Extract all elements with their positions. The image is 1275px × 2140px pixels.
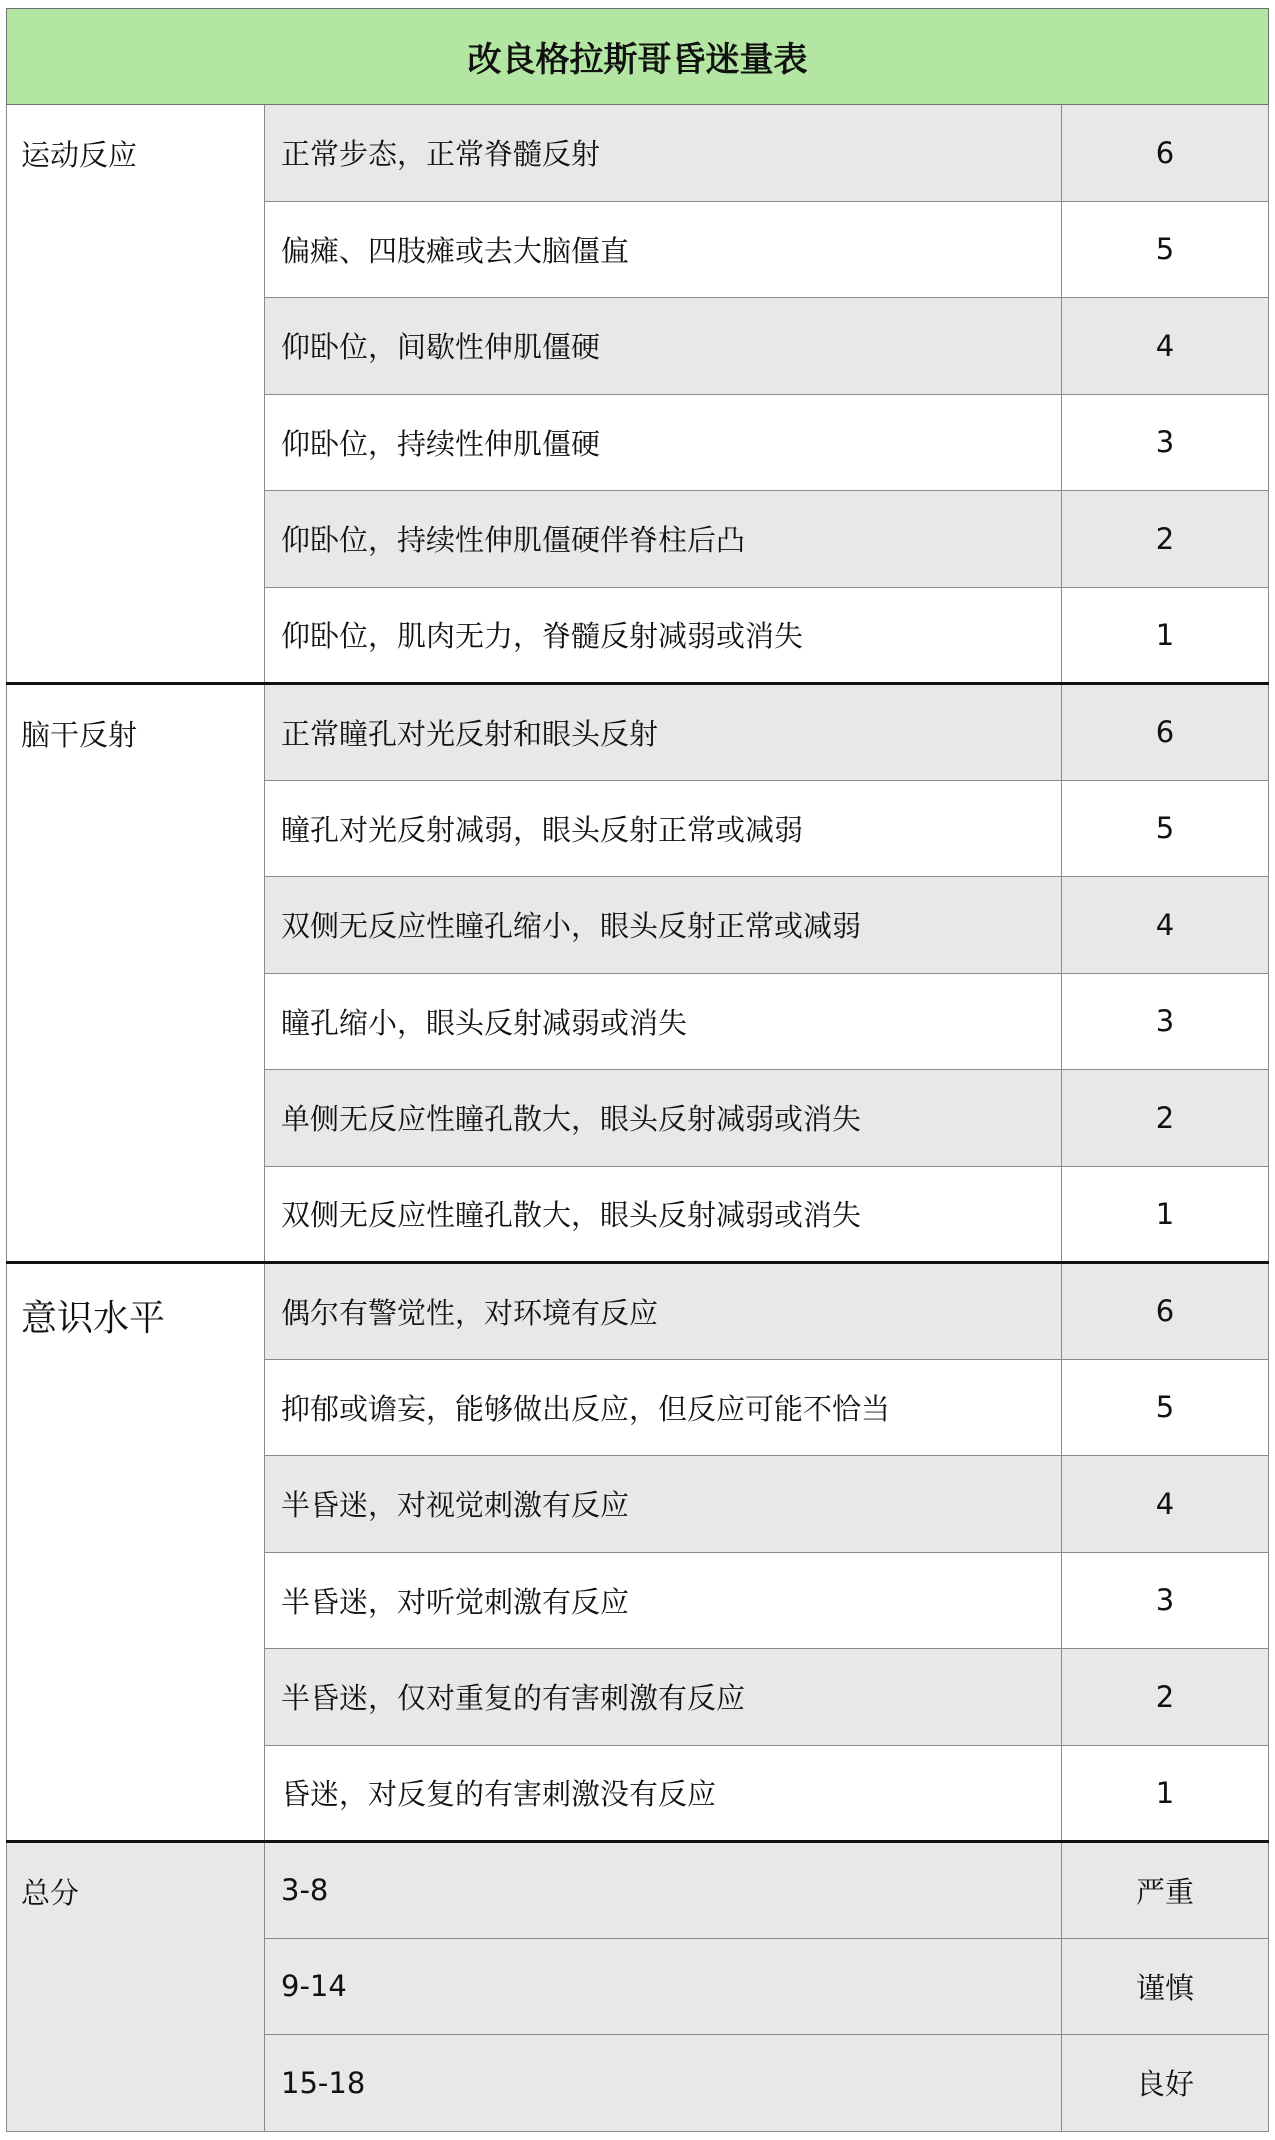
criterion-description: 半昏迷，对视觉刺激有反应 xyxy=(265,1456,1062,1553)
category-label: 意识水平 xyxy=(7,1263,265,1842)
score-value: 3 xyxy=(1062,1552,1269,1649)
table-body xyxy=(7,105,1269,2132)
criterion-description: 单侧无反应性瞳孔散大，眼头反射减弱或消失 xyxy=(265,1070,1062,1167)
criterion-description: 双侧无反应性瞳孔缩小，眼头反射正常或减弱 xyxy=(265,877,1062,974)
score-range: 3-8 xyxy=(265,1842,1062,1939)
coma-scale-table xyxy=(6,8,1269,2132)
criterion-description: 仰卧位，肌肉无力，脊髓反射减弱或消失 xyxy=(265,587,1062,684)
score-value: 5 xyxy=(1062,1359,1269,1456)
score-value: 2 xyxy=(1062,1649,1269,1746)
criterion-description: 正常瞳孔对光反射和眼头反射 xyxy=(265,684,1062,781)
score-range: 15-18 xyxy=(265,2035,1062,2132)
criterion-description: 仰卧位，持续性伸肌僵硬伴脊柱后凸 xyxy=(265,491,1062,588)
score-value: 1 xyxy=(1062,587,1269,684)
category-label: 运动反应 xyxy=(7,105,265,684)
score-range: 9-14 xyxy=(265,1938,1062,2035)
criterion-description: 正常步态，正常脊髓反射 xyxy=(265,105,1062,202)
table-row xyxy=(7,1263,1269,1360)
criterion-description: 仰卧位，间歇性伸肌僵硬 xyxy=(265,298,1062,395)
criterion-description: 偏瘫、四肢瘫或去大脑僵直 xyxy=(265,201,1062,298)
total-row xyxy=(7,1842,1269,1939)
table-row xyxy=(7,105,1269,202)
criterion-description: 昏迷，对反复的有害刺激没有反应 xyxy=(265,1745,1062,1842)
score-value: 4 xyxy=(1062,298,1269,395)
table-row xyxy=(7,684,1269,781)
criterion-description: 抑郁或谵妄，能够做出反应，但反应可能不恰当 xyxy=(265,1359,1062,1456)
criterion-description: 半昏迷，仅对重复的有害刺激有反应 xyxy=(265,1649,1062,1746)
scale-sheet xyxy=(6,8,1268,2132)
severity-label: 谨慎 xyxy=(1062,1938,1269,2035)
score-value: 6 xyxy=(1062,684,1269,781)
score-value: 1 xyxy=(1062,1745,1269,1842)
score-value: 6 xyxy=(1062,1263,1269,1360)
criterion-description: 瞳孔缩小，眼头反射减弱或消失 xyxy=(265,973,1062,1070)
score-value: 6 xyxy=(1062,105,1269,202)
category-label: 总分 xyxy=(7,1842,265,2132)
score-value: 5 xyxy=(1062,780,1269,877)
criterion-description: 半昏迷，对听觉刺激有反应 xyxy=(265,1552,1062,1649)
score-value: 3 xyxy=(1062,973,1269,1070)
score-value: 4 xyxy=(1062,877,1269,974)
score-value: 5 xyxy=(1062,201,1269,298)
criterion-description: 双侧无反应性瞳孔散大，眼头反射减弱或消失 xyxy=(265,1166,1062,1263)
criterion-description: 偶尔有警觉性，对环境有反应 xyxy=(265,1263,1062,1360)
score-value: 2 xyxy=(1062,491,1269,588)
score-value: 3 xyxy=(1062,394,1269,491)
severity-label: 良好 xyxy=(1062,2035,1269,2132)
table-title: 改良格拉斯哥昏迷量表 xyxy=(7,9,1269,105)
score-value: 1 xyxy=(1062,1166,1269,1263)
criterion-description: 仰卧位，持续性伸肌僵硬 xyxy=(265,394,1062,491)
severity-label: 严重 xyxy=(1062,1842,1269,1939)
score-value: 4 xyxy=(1062,1456,1269,1553)
criterion-description: 瞳孔对光反射减弱，眼头反射正常或减弱 xyxy=(265,780,1062,877)
score-value: 2 xyxy=(1062,1070,1269,1167)
category-label: 脑干反射 xyxy=(7,684,265,1263)
